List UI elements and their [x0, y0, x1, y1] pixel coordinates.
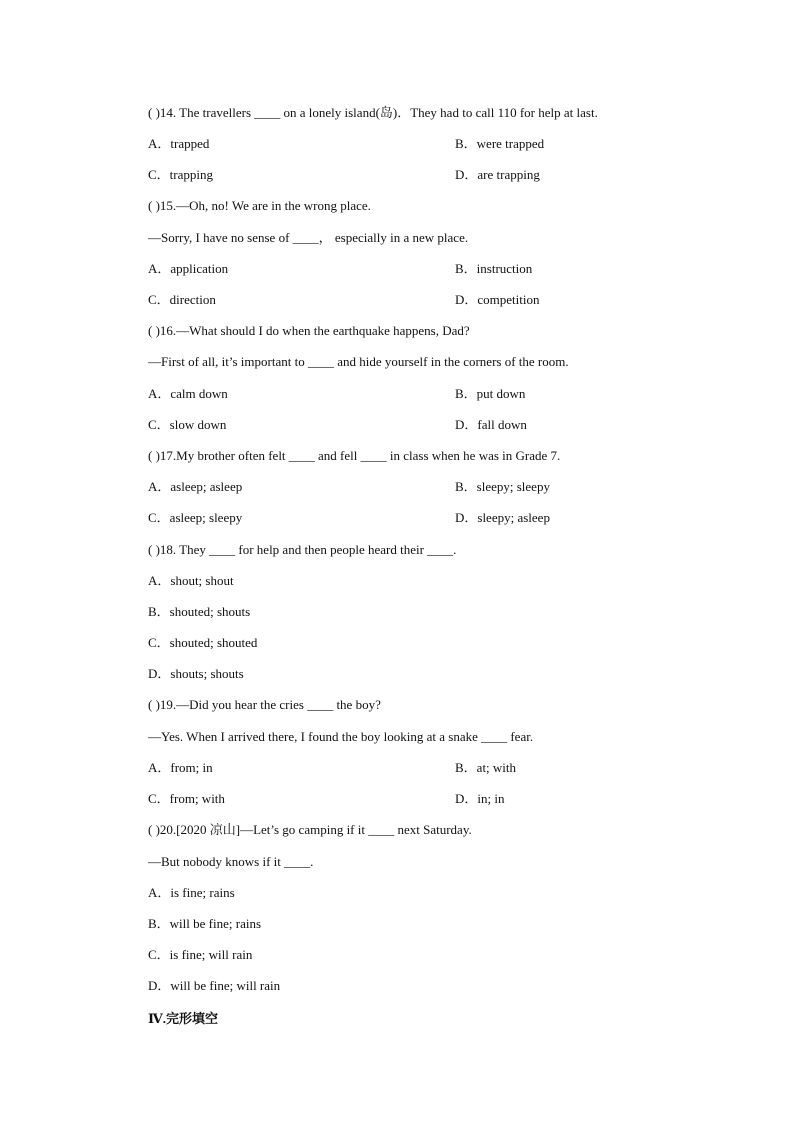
question-15-options-row-2 — [148, 292, 540, 308]
question-16-option-a: A．calm down — [148, 386, 228, 401]
question-20-response: —But nobody knows if it ____. — [148, 854, 314, 869]
question-18-option-a: A．shout; shout — [148, 573, 234, 588]
question-15-option-b: B．instruction — [455, 261, 533, 276]
question-14-option-c: C．trapping — [148, 167, 213, 182]
question-14-option-d: D．are trapping — [455, 167, 540, 182]
question-19-response: —Yes. When I arrived there, I found the boy looking at a snake ____ fear. — [148, 729, 534, 744]
question-14-options-row-2 — [148, 167, 540, 183]
question-17-stem: ( )17.My brother often felt ____ and fell ____ in class when he was in Grade 7. — [148, 448, 561, 463]
question-19-options-row-1 — [148, 760, 517, 776]
question-16-options-row-2 — [148, 417, 527, 433]
question-17-option-c: C．asleep; sleepy — [148, 510, 243, 525]
question-17-options-row-1 — [148, 479, 550, 495]
question-18-option-c: C．shouted; shouted — [148, 635, 258, 650]
question-19-option-b: B．at; with — [455, 760, 517, 775]
question-17-options-row-2 — [148, 510, 550, 526]
question-19-option-d: D．in; in — [455, 791, 505, 806]
question-14-option-b: B．were trapped — [455, 136, 545, 151]
section-heading: Ⅳ.完形填空 — [148, 1011, 219, 1026]
question-15-option-d: D．competition — [455, 292, 540, 307]
question-15-response: —Sorry, I have no sense of ____， especially in a new place. — [148, 230, 469, 245]
question-18-option-d: D．shouts; shouts — [148, 666, 244, 681]
question-15-options-row-1 — [148, 261, 533, 277]
question-20-option-d: D．will be fine; will rain — [148, 978, 281, 993]
question-14-stem: ( )14. The travellers ____ on a lonely island(岛)．They had to call 110 for help at last. — [148, 105, 598, 120]
question-17-option-d: D．sleepy; asleep — [455, 510, 550, 525]
question-20-stem: ( )20.[2020 凉山]—Let’s go camping if it ____ next Saturday. — [148, 822, 472, 837]
question-20-option-a: A．is fine; rains — [148, 885, 235, 900]
question-17-option-a: A．asleep; asleep — [148, 479, 243, 494]
question-19-option-a: A．from; in — [148, 760, 213, 775]
question-18-option-b: B．shouted; shouts — [148, 604, 251, 619]
question-16-response: —First of all, it’s important to ____ and hide yourself in the corners of the room. — [148, 354, 569, 369]
question-16-stem: ( )16.—What should I do when the earthquake happens, Dad? — [148, 323, 470, 338]
question-16-option-d: D．fall down — [455, 417, 527, 432]
question-16-options-row-1 — [148, 386, 526, 402]
question-19-options-row-2 — [148, 791, 505, 807]
question-20-option-b: B．will be fine; rains — [148, 916, 262, 931]
question-19-stem: ( )19.—Did you hear the cries ____ the boy? — [148, 697, 381, 712]
question-15-option-c: C．direction — [148, 292, 216, 307]
question-17-option-b: B．sleepy; sleepy — [455, 479, 550, 494]
question-15-option-a: A．application — [148, 261, 229, 276]
question-20-option-c: C．is fine; will rain — [148, 947, 253, 962]
question-19-option-c: C．from; with — [148, 791, 225, 806]
question-16-option-c: C．slow down — [148, 417, 227, 432]
question-16-option-b: B．put down — [455, 386, 526, 401]
question-14-options-row-1 — [148, 136, 545, 152]
question-14-option-a: A．trapped — [148, 136, 210, 151]
question-18-stem: ( )18. They ____ for help and then people heard their ____. — [148, 542, 457, 557]
question-15-stem: ( )15.—Oh, no! We are in the wrong place. — [148, 198, 371, 213]
